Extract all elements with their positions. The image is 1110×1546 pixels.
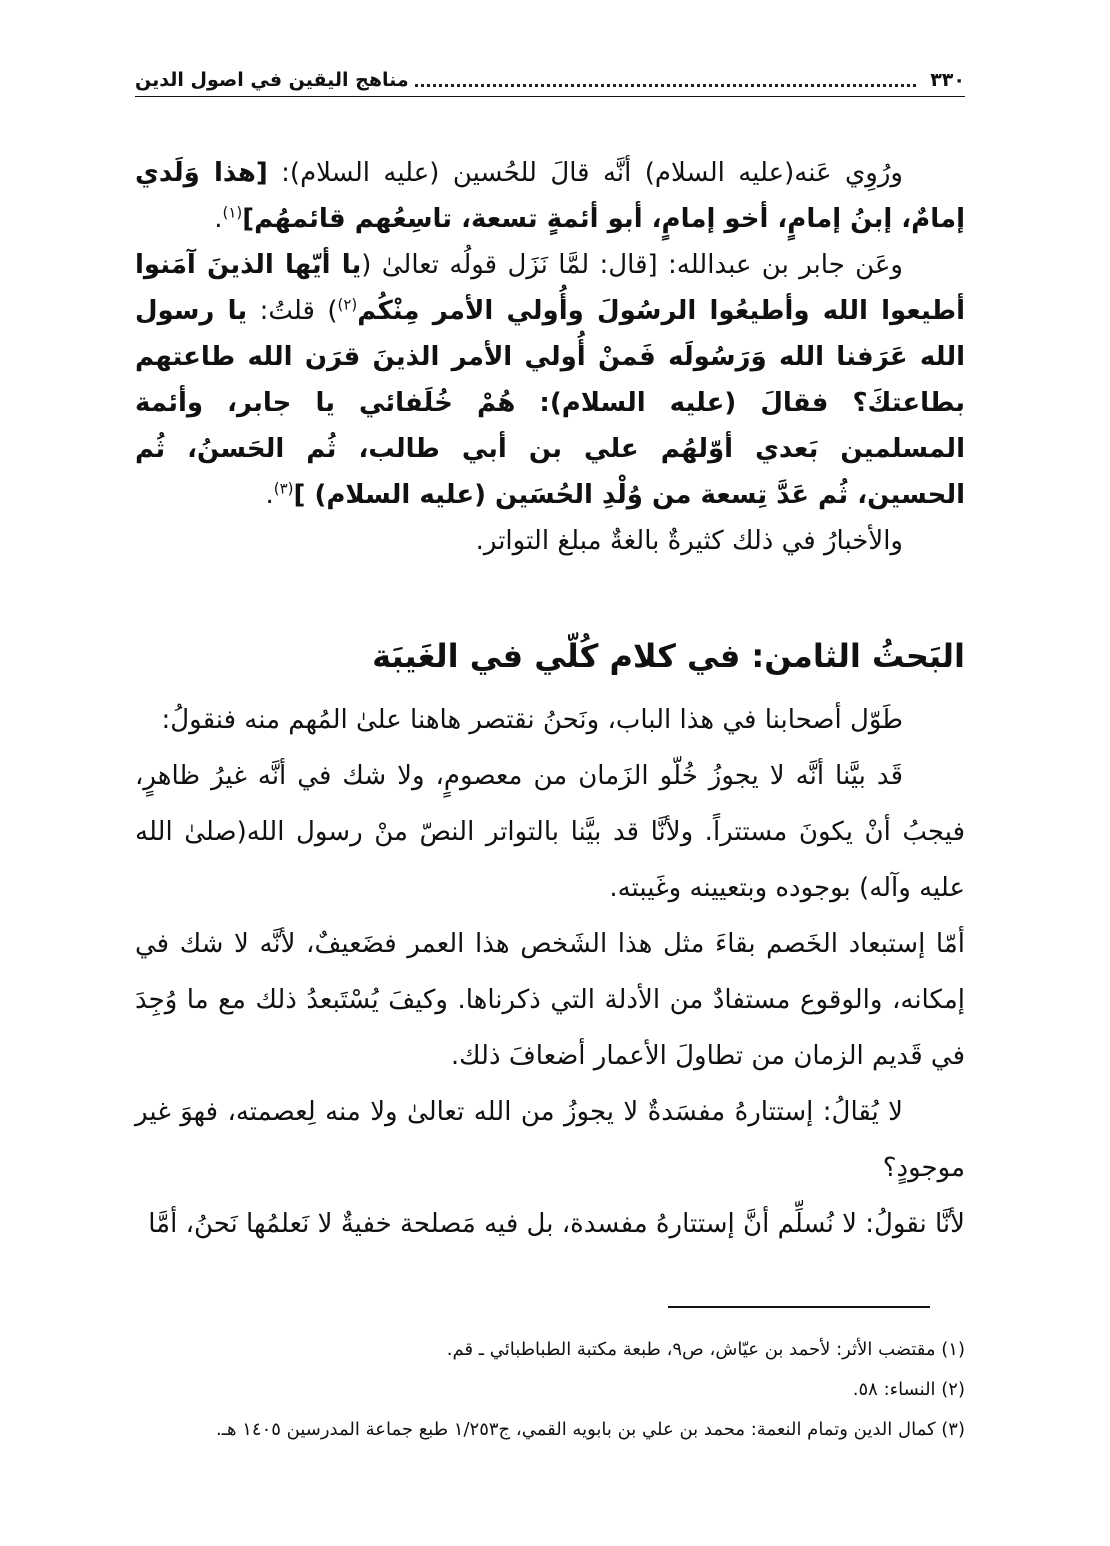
footnote-ref-1[interactable]: (١) (222, 203, 243, 222)
narration-paragraph-3: والأخبارُ في ذلك كثيرةٌ بالغةٌ مبلغ التواتر. (475, 526, 903, 556)
narration-2-intro: وعَن جابر بن عبدالله: [قال: لمَّا نَزَل قولُه تعالىٰ ( (361, 250, 903, 280)
footnote-ref-2[interactable]: (٢) (337, 295, 358, 314)
narration-paragraph-2: وعَن جابر بن عبدالله: [قال: لمَّا نَزَل قولُه تعالىٰ (يا أيّها الذينَ آمَنوا أطيعوا الله وأطيعُوا الرسُولَ وأُولي الأمر مِنْكُم$^{(٢)}$) قلتُ: يا رسول الله عَرَفنا الله وَرَسُولَه فَمنْ أُولي الأمر الذينَ قرَن الله طاعتهم بطاعتكَ؟ فقالَ (عليه السلام): هُمْ خُلَفائي يا جابر، وأئمة المسلمين بَعدي أوّلهُم علي بن أبي طالب، ثُم الحَسنُ، ثُم الحسين، ثُم عَدَّ تِسعة من وُلْدِ الحُسَين (عليه السلام) ]$^{(٣)}$. (135, 250, 965, 510)
running-header (135, 52, 965, 92)
occultation-paragraph-5: لأنَّا نقولُ: لا نُسلِّم أنَّ إستتارهُ مفسدة، بل فيه مَصلحة خفيةٌ لا نَعلمُها نَحنُ، أمَّا (148, 1209, 965, 1239)
narration-2-mid: ) قلتُ: (247, 296, 338, 326)
footnote-ref-3[interactable]: (٣) (273, 479, 294, 498)
narration-1-intro: ورُوِي عَنه(عليه السلام) أنَّه قالَ للحُسين (عليه السلام): (267, 158, 903, 188)
occultation-paragraph-3: أمّا إستبعاد الخَصم بقاءَ مثل هذا الشَخص هذا العمر فضَعيفٌ، لأنَّه لا شك في إمكانه، والوقوع مستفادٌ من الأدلة التي ذكرناها. وكيفَ يُسْتَبعدُ ذلك مع ما وُجِدَ في قَديم الزمان من تطاولَ الأعمار أضعافَ ذلك. (135, 929, 965, 1071)
header-rule (135, 96, 965, 97)
narration-2-quote: يا رسول الله عَرَفنا الله وَرَسُولَه فَمنْ أُولي الأمر الذينَ قرَن الله طاعتهم بطاعتكَ؟ فقالَ (عليه السلام): هُمْ خُلَفائي يا جابر، وأئمة المسلمين بَعدي أوّلهُم علي بن أبي طالب، ثُم الحَسنُ، ثُم الحسين، ثُم عَدَّ تِسعة من وُلْدِ الحُسَين (عليه السلام) ] (135, 296, 965, 510)
occultation-paragraph-2: قَد بيَّنا أنَّه لا يجوزُ خُلّو الزَمان من معصومٍ، ولا شك في أنَّه غيرُ ظاهرٍ، فيجبُ أنْ يكونَ مستتراً. ولأنَّا قد بيَّنا بالتواتر النصّ منْ رسول الله(صلىٰ الله عليه وآله) بوجوده وبتعيينه وغَيبته. (135, 761, 965, 903)
occultation-paragraph-4: لا يُقالُ: إستتارهُ مفسَدةٌ لا يجوزُ من الله تعالىٰ ولا منه لِعصمته، فهوَ غير موجودٍ؟ (135, 1097, 965, 1183)
footnote-1: (١) مقتضب الأثر: لأحمد بن عيّاش، ص٩، طبعة مكتبة الطباطبائي ـ قم. (446, 1339, 965, 1360)
footnotes (135, 1330, 965, 1450)
quran-verse: يا أيّها الذينَ آمَنوا أطيعوا الله وأطيعُوا الرسُولَ وأُولي الأمر مِنْكُم (135, 250, 965, 326)
footnote-separator (668, 1306, 930, 1308)
narration-paragraph-1: ورُوِي عَنه(عليه السلام) أنَّه قالَ للحُسين (عليه السلام): [هذا وَلَدي إمامٌ، إبنُ إمامٍ، أخو إمامٍ، أبو أئمةٍ تسعة، تاسِعُهم قائمهُم]$^{(١)}$. (135, 158, 965, 234)
header-leader-dots (415, 84, 917, 87)
footnote-2: (٢) النساء: ٥٨. (852, 1379, 965, 1400)
running-title: مناهج اليقين في اصول الدين (135, 69, 409, 91)
section-heading: البَحثُ الثامن: في كلام كُلّي في الغَيبَة (372, 637, 965, 675)
narrations-section (135, 150, 965, 564)
page-number: ٣٣٠ (930, 69, 965, 91)
footnote-3: (٣) كمال الدين وتمام النعمة: محمد بن علي بن بابويه القمي، ج١/٢٥٣ طبع جماعة المدرسين ١٤٠٥ هـ. (216, 1419, 965, 1440)
occultation-section (135, 692, 965, 1252)
narration-1-quote: [هذا وَلَدي إمامٌ، إبنُ إمامٍ، أخو إمامٍ، أبو أئمةٍ تسعة، تاسِعُهم قائمهُم] (135, 158, 965, 234)
occultation-paragraph-1: طَوّل أصحابنا في هذا الباب، ونَحنُ نقتصر هاهنا علىٰ المُهم منه فنقولُ: (161, 705, 903, 735)
